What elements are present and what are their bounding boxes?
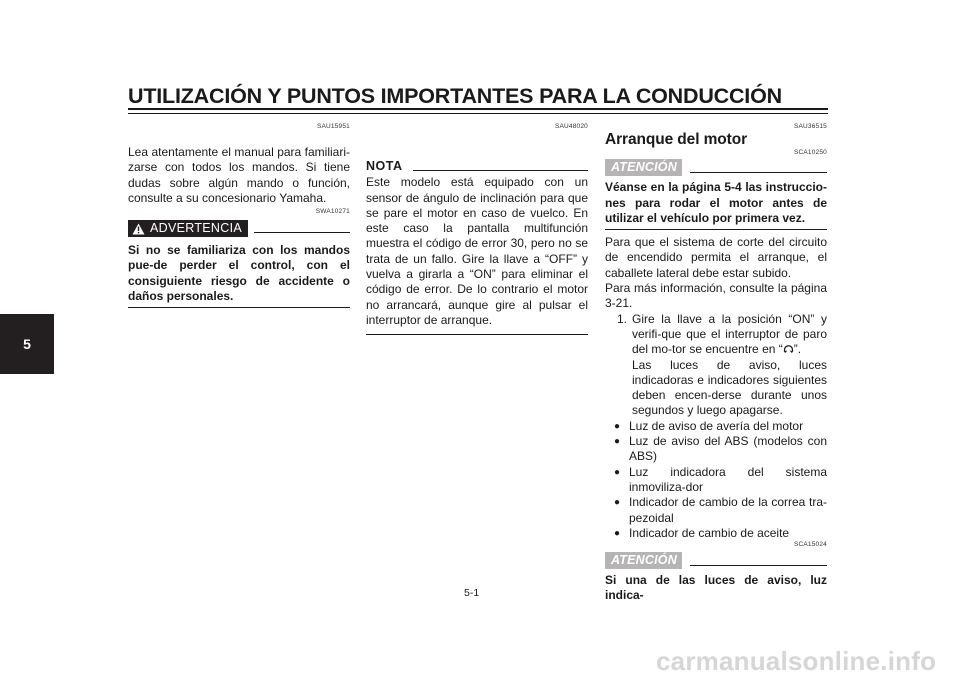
chapter-tab: 5 — [0, 314, 54, 374]
caution-rule — [690, 172, 827, 173]
note-text: Este modelo está equipado con un sensor de ángulo de inclinación para que se pare el motor en caso de vuelco. En este caso la pantalla multifunción muestra el código de error 30, pero no se trata de un fallo. Gire la llave a “OFF” y vuelva a girarla a “ON” para eliminar el código de error. De lo contrario el motor no arrancará, aunque gire al pulsar el interruptor de arranque. — [366, 175, 588, 327]
caution-end-rule — [605, 229, 827, 230]
caution-header — [605, 552, 827, 569]
note-label: NOTA — [366, 159, 403, 173]
bullet-icon: ● — [614, 527, 621, 539]
step-detail: Las luces de aviso, luces indicadoras e indicadores siguientes deben encen-derse durante unos segundos y luego apagarse. — [632, 357, 827, 418]
reference-code: SAU36515 — [793, 123, 827, 130]
note-end-rule — [366, 334, 588, 335]
list-item: ● Luz indicadora del sistema inmoviliza-dor — [614, 464, 827, 494]
section-title: Arranque del motor — [605, 131, 748, 148]
bullet-icon: ● — [614, 420, 621, 432]
page-title: UTILIZACIÓN Y PUNTOS IMPORTANTES PARA LA CONDUCCIÓN — [128, 84, 782, 108]
step-text-part: Gire la llave a la posición “ON” y verifi-que que el interruptor de paro del mo-tor se encuentre en “ — [632, 311, 827, 357]
reference-code: SWA10271 — [315, 208, 350, 216]
list-item: ● Indicador de cambio de aceite — [614, 525, 790, 540]
warning-rule — [254, 232, 350, 233]
warning-triangle-icon — [132, 223, 145, 235]
list-item: ● Luz de aviso de avería del motor — [614, 418, 804, 433]
bullet-icon: ● — [614, 497, 621, 509]
caution-header — [605, 159, 827, 176]
indicator-list — [605, 419, 827, 541]
warning-badge — [128, 220, 248, 237]
reference-code: SCA15024 — [793, 541, 827, 549]
bullet-icon: ● — [614, 466, 621, 478]
engine-stop-run-icon — [783, 343, 794, 354]
step-text-part: ”. — [793, 342, 802, 357]
column-right — [605, 123, 827, 604]
caution-badge: ATENCIÓN — [605, 159, 682, 176]
warning-label: ADVERTENCIA — [150, 221, 242, 236]
caution-badge: ATENCIÓN — [605, 552, 682, 569]
note-rule — [413, 170, 589, 171]
list-item: ● Indicador de cambio de la correa tra-pezoidal — [614, 495, 827, 525]
column-left — [128, 123, 350, 308]
warning-header — [128, 220, 350, 237]
step-text — [632, 312, 827, 419]
page-number: 5-1 — [464, 587, 480, 599]
note-header — [366, 159, 588, 174]
watermark: carmanualsonline.info — [656, 646, 937, 676]
bullet-icon: ● — [614, 436, 621, 448]
reference-code: SAU48020 — [554, 123, 588, 130]
reference-code: SAU15951 — [316, 123, 350, 130]
warning-text: Si no se familiariza con los mandos pue-de perder el control, con el consiguiente riesgo de accidente o daños personales. — [128, 243, 350, 304]
caution-text: Si una de las luces de aviso, luz indica- — [605, 573, 827, 603]
paragraph: Para que el sistema de corte del circuito de encendido permita el arranque, el caballete lateral debe estar subido. — [605, 235, 827, 280]
title-rule-thin — [128, 113, 828, 114]
intro-paragraph: Lea atentamente el manual para familiari-zarse con todos los mandos. Si tiene dudas sobre algún mando o función, consulte a su concesionario Yamaha. — [128, 145, 350, 205]
warning-end-rule — [128, 307, 350, 308]
list-item: ● Luz de aviso del ABS (modelos con ABS) — [614, 434, 827, 464]
caution-text: Véanse en la página 5-4 las instruccio-nes para rodar el motor antes de utilizar el vehículo por primera vez. — [605, 180, 827, 225]
reference-code: SCA10250 — [793, 149, 827, 157]
paragraph: Para más información, consulte la página 3-21. — [605, 281, 827, 311]
step-item — [617, 312, 827, 419]
column-middle — [366, 123, 588, 335]
title-rule — [128, 108, 828, 110]
step-number: 1. — [617, 311, 628, 326]
caution-rule — [690, 565, 827, 566]
step-list — [605, 312, 827, 419]
